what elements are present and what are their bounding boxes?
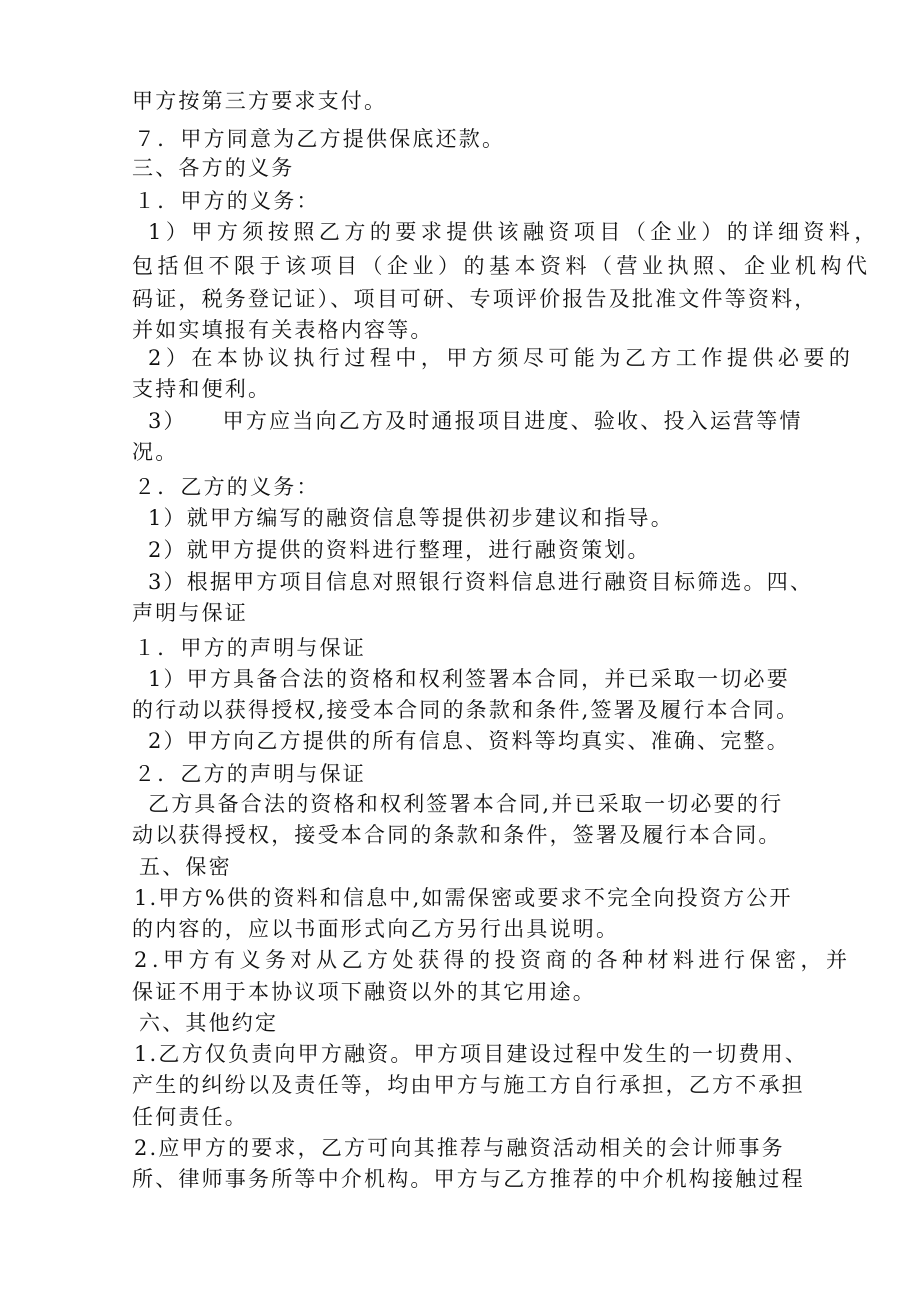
section-heading-4: 声明与保证 [132, 601, 248, 625]
text-line-19: 1）甲方具备合法的资格和权利签署本合同，并已采取一切必要 [148, 667, 790, 691]
text-line-23: 乙方具备合法的资格和权利签署本合同,并已采取一切必要的行 [148, 792, 784, 816]
text-line-9: 2）在本协议执行过程中，甲方须尽可能为乙方工作提供必要的 [148, 346, 855, 370]
text-line-24: 动以获得授权，接受本合同的条款和条件，签署及履行本合同。 [132, 823, 782, 847]
text-line-5: 1）甲方须按照乙方的要求提供该融资项目（企业）的详细资料， [148, 220, 880, 244]
text-line-20: 的行动以获得授权,接受本合同的条款和条件,签署及履行本合同。 [132, 698, 800, 722]
text-line-11: 3） 甲方应当向乙方及时通报项目进度、验收、投入运营等情 [148, 409, 803, 433]
text-line-6: 包括但不限于该项目（企业）的基本资料（营业执照、企业机构代 [132, 254, 872, 278]
text-line-14: 1）就甲方编写的融资信息等提供初步建议和指导。 [148, 506, 674, 530]
subsection-heading-4-1: １．甲方的声明与保证 [134, 636, 366, 660]
section-heading-5: 五、保密 [139, 855, 232, 879]
text-line-34: 2.应甲方的要求，乙方可向其推荐与融资活动相关的会计师事务 [134, 1136, 785, 1160]
section-heading-6: 六、其他约定 [139, 1011, 279, 1035]
subsection-heading-3-1: １．甲方的义务： [134, 189, 320, 213]
text-line-10: 支持和便利。 [132, 377, 272, 401]
text-line-15: 2）就甲方提供的资料进行整理，进行融资策划。 [148, 538, 651, 562]
text-line-8: 并如实填报有关表格内容等。 [132, 318, 434, 342]
text-line-31: 1.乙方仅负责向甲方融资。甲方项目建设过程中发生的一切费用、 [134, 1042, 809, 1066]
text-line-1: 甲方按第三方要求支付。 [132, 89, 388, 113]
text-line-35: 所、律师事务所等中介机构。甲方与乙方推荐的中介机构接触过程 [132, 1167, 805, 1191]
text-line-21: 2）甲方向乙方提供的所有信息、资料等均真实、准确、完整。 [148, 729, 790, 753]
subsection-heading-4-2: ２．乙方的声明与保证 [134, 762, 366, 786]
text-line-33: 任何责任。 [132, 1105, 248, 1129]
text-line-27: 的内容的，应以书面形式向乙方另行出具说明。 [132, 917, 620, 941]
text-line-26: 1.甲方%供的资料和信息中,如需保密或要求不完全向投资方公开 [134, 886, 793, 910]
text-line-29: 保证不用于本协议项下融资以外的其它用途。 [132, 980, 596, 1004]
subsection-heading-3-2: ２．乙方的义务： [134, 475, 320, 499]
text-line-2: ７．甲方同意为乙方提供保底还款。 [134, 127, 506, 151]
text-line-28: 2.甲方有义务对从乙方处获得的投资商的各种材料进行保密，并 [134, 948, 852, 972]
text-line-7: 码证，税务登记证）、项目可研、专项评价报告及批准文件等资料， [132, 287, 818, 311]
section-heading-3: 三、各方的义务 [132, 156, 295, 180]
text-line-16: 3）根据甲方项目信息对照银行资料信息进行融资目标筛选。四、 [148, 570, 814, 594]
text-line-12: 况。 [132, 440, 179, 464]
text-line-32: 产生的纠纷以及责任等，均由甲方与施工方自行承担，乙方不承担 [132, 1073, 805, 1097]
